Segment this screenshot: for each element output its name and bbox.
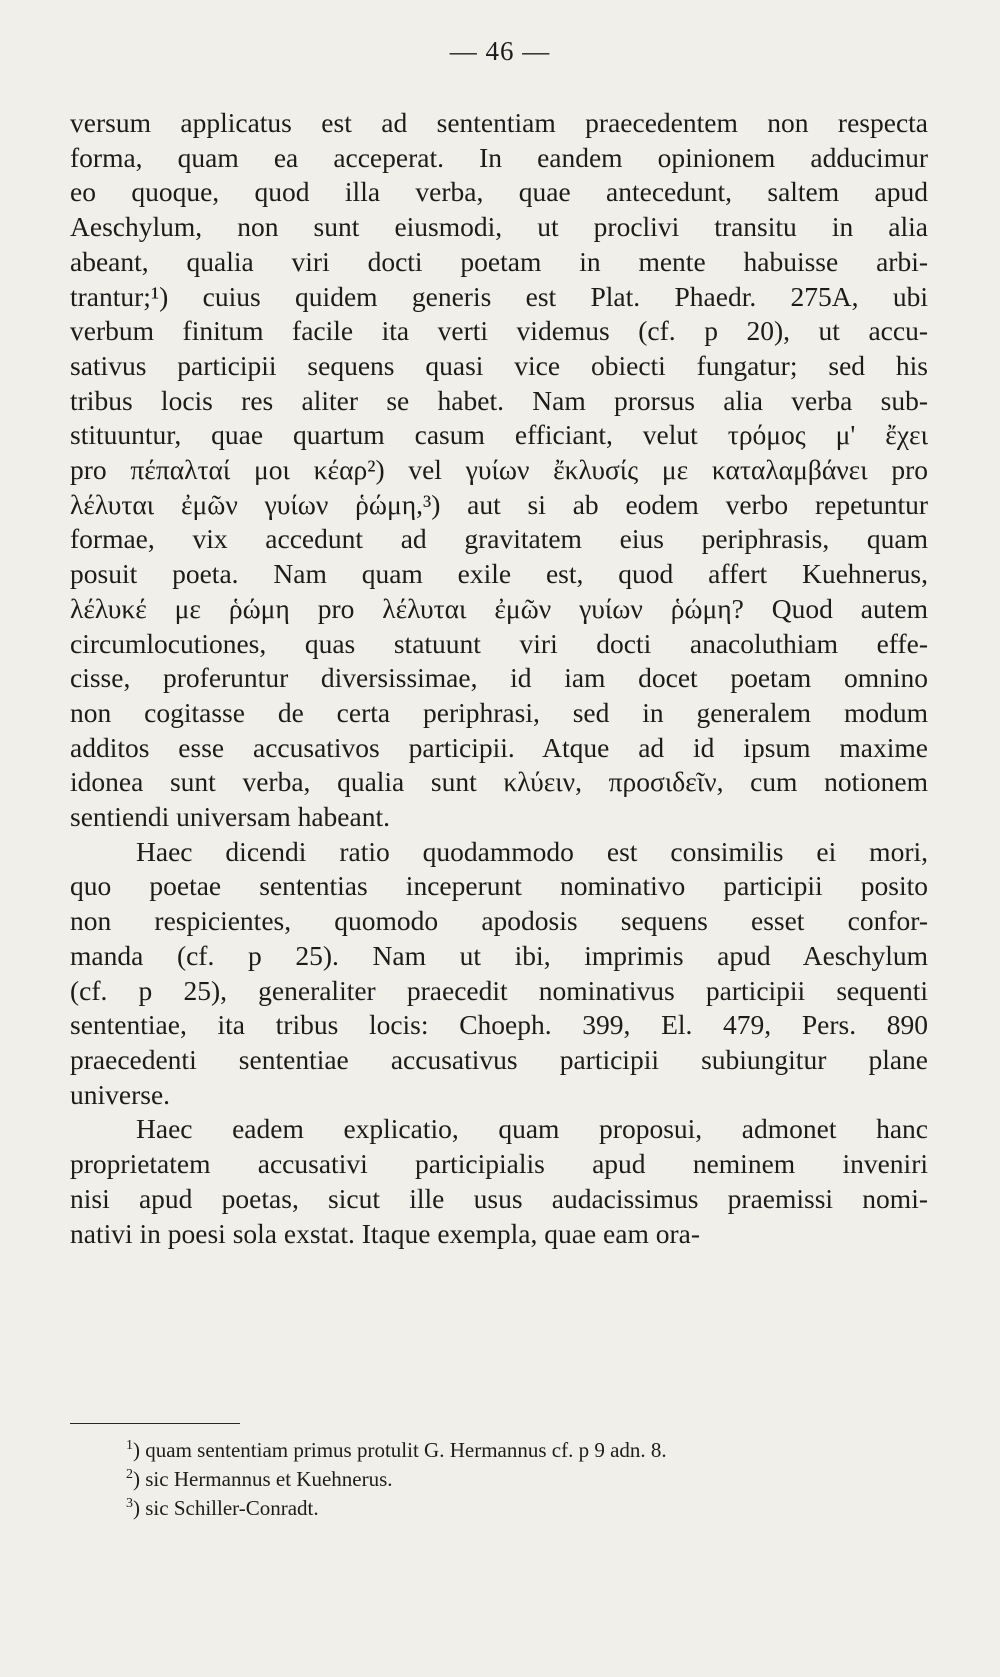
page-number: — 46 — [449, 36, 551, 66]
text-line: versum applicatus est ad sententiam praecedentem non respecta [70, 107, 928, 138]
text-line: cisse, proferuntur diversissimae, id iam docet poetam omnino [70, 662, 928, 694]
text-line: quo poetae sententias inceperunt nominativo participii posito [70, 870, 928, 902]
text-line: forma, quam ea acceperat. In eandem opinionem adducimur [70, 141, 928, 173]
text-line: praecedenti sententiae accusativus participii subiungitur plane [70, 1043, 928, 1075]
footnote-paren: ) [133, 1496, 146, 1520]
text-line: manda (cf. p 25). Nam ut ibi, imprimis apud Aeschylum [70, 939, 928, 971]
footnote [126, 1465, 926, 1494]
footnote-paren: ) [133, 1467, 146, 1491]
footnote-mark: 1 [126, 1438, 133, 1453]
footnote-mark: 3 [126, 1496, 133, 1511]
footnote-text: sic Schiller-Conradt. [145, 1496, 319, 1520]
text-line: Haec dicendi ratio quodammodo est consimilis ei mori, [136, 835, 928, 867]
text-line: non cogitasse de certa periphrasi, sed in generalem modum [70, 696, 928, 728]
paragraph [70, 1112, 928, 1251]
footnote-text: sic Hermannus et Kuehnerus. [145, 1467, 393, 1491]
text-line: Haec eadem explicatio, quam proposui, admonet hanc [136, 1113, 928, 1145]
text-line: universe. [70, 1078, 171, 1110]
text-line: abeant, qualia viri docti poetam in mente habuisse arbi- [70, 245, 928, 277]
footnote-separator [70, 1423, 240, 1424]
text-line: λέλυται ἐμῶν γυίων ῥώμη,³) aut si ab eodem verbo repetuntur [70, 488, 928, 520]
body-text [70, 106, 928, 1251]
footnote-mark: 2 [126, 1467, 133, 1482]
text-line: eo quoque, quod illa verba, quae antecedunt, saltem apud [70, 176, 928, 208]
text-line: posuit poeta. Nam quam exile est, quod affert Kuehnerus, [70, 558, 928, 590]
footnote-text: quam sententiam primus protulit G. Hermannus cf. p 9 adn. 8. [145, 1438, 667, 1462]
paragraph [70, 835, 928, 1113]
text-line: (cf. p 25), generaliter praecedit nominativus participii sequenti [70, 974, 928, 1006]
text-line: λέλυκέ με ῥώμη pro λέλυται ἐμῶν γυίων ῥώμη? Quod autem [70, 592, 928, 624]
paragraph [70, 106, 928, 835]
text-line: idonea sunt verba, qualia sunt κλύειν, προσιδεῖν, cum notionem [70, 766, 928, 798]
text-line: sententiae, ita tribus locis: Choeph. 399, El. 479, Pers. 890 [70, 1009, 928, 1041]
text-line: sentiendi universam habeant. [70, 801, 390, 833]
text-line: tribus locis res aliter se habet. Nam prorsus alia verba sub- [70, 384, 928, 416]
text-line: circumlocutiones, quas statuunt viri docti anacoluthiam effe- [70, 627, 928, 659]
footnote [126, 1494, 926, 1523]
text-line: non respicientes, quomodo apodosis sequens esset confor- [70, 905, 928, 937]
text-line: formae, vix accedunt ad gravitatem eius periphrasis, quam [70, 523, 928, 555]
text-line: sativus participii sequens quasi vice obiecti fungatur; sed his [70, 349, 928, 381]
text-line: additos esse accusativos participii. Atque ad id ipsum maxime [70, 731, 928, 763]
text-line: verbum finitum facile ita verti videmus (cf. p 20), ut accu- [70, 315, 928, 347]
footnote [126, 1436, 926, 1465]
footnotes [126, 1436, 926, 1523]
text-line: nisi apud poetas, sicut ille usus audacissimus praemissi nomi- [70, 1182, 928, 1214]
text-line: pro πέπαλταί μοι κέαρ²) vel γυίων ἔκλυσίς με καταλαμβάνει pro [70, 454, 928, 486]
text-line: trantur;¹) cuius quidem generis est Plat. Phaedr. 275A, ubi [70, 280, 928, 312]
text-line: proprietatem accusativi participialis apud neminem inveniri [70, 1148, 928, 1180]
text-line: stituuntur, quae quartum casum efficiant, velut τρόμος μ' ἔχει [70, 419, 928, 451]
text-line: nativi in poesi sola exstat. Itaque exempla, quae eam ora- [70, 1217, 700, 1249]
footnote-paren: ) [133, 1438, 146, 1462]
text-line: Aeschylum, non sunt eiusmodi, ut proclivi transitu in alia [70, 211, 928, 243]
